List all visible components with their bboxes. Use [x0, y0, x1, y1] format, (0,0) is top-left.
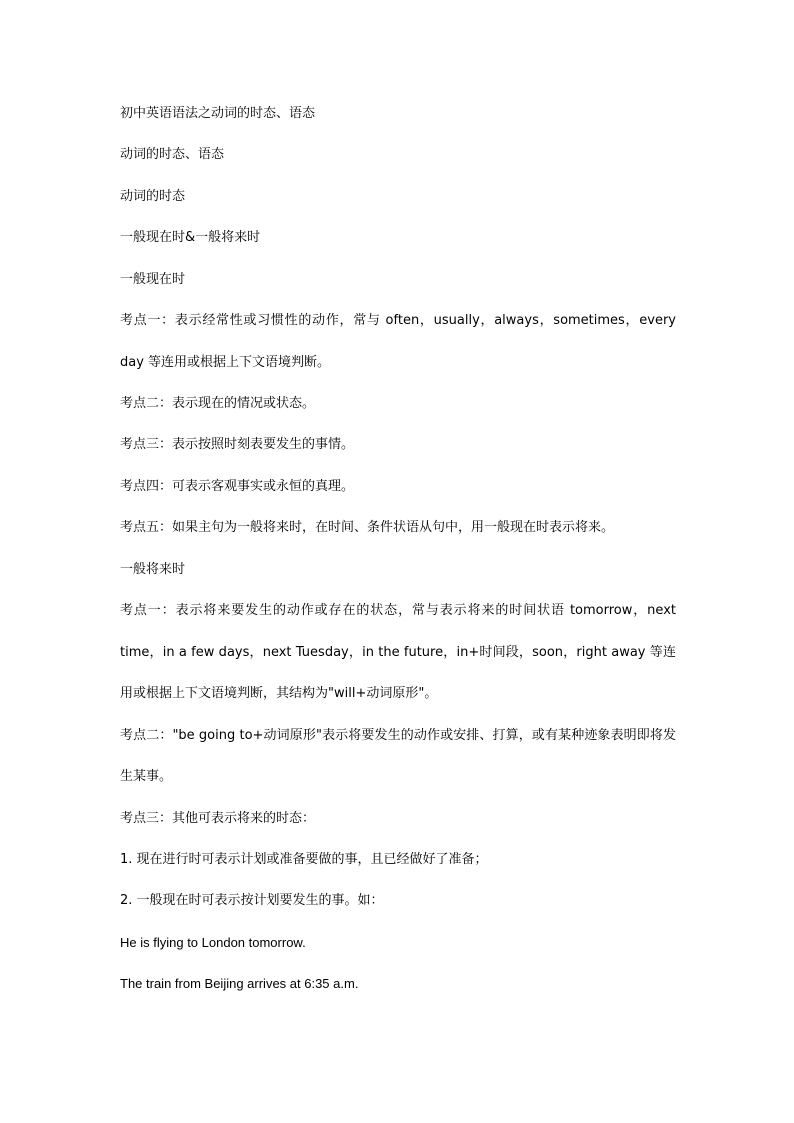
present-point-3: 考点三：表示按照时刻表要发生的事情。: [120, 437, 355, 453]
future-list-item-1: 1. 现在进行时可表示计划或准备要做的事，且已经做好了准备；: [120, 852, 488, 868]
future-point-3: 考点三：其他可表示将来的时态：: [120, 810, 316, 826]
document-title: 初中英语语法之动词的时态、语态: [120, 106, 316, 121]
heading-present-future: 一般现在时&一般将来时: [120, 230, 261, 246]
future-point-2: 考点二："be going to+动词原形"表示将要发生的动作或安排、打算，或有某种迹象表明即将发生某事。: [120, 727, 676, 785]
example-sentence-1: He is flying to London tomorrow.: [120, 934, 306, 950]
example-sentence-2: The train from Beijing arrives at 6:35 a.m.: [120, 976, 359, 992]
section-title-present: 一般现在时: [120, 271, 186, 287]
document-body: [120, 104, 676, 1016]
present-point-2: 考点二：表示现在的情况或状态。: [120, 396, 316, 412]
future-list-item-2: 2. 一般现在时可表示按计划要发生的事。如：: [120, 893, 384, 909]
heading-tense-voice: 动词的时态、语态: [120, 147, 225, 163]
heading-tense: 动词的时态: [120, 188, 186, 204]
present-point-4: 考点四：可表示客观事实或永恒的真理。: [120, 478, 355, 494]
section-title-future: 一般将来时: [120, 561, 186, 577]
future-point-1: 考点一：表示将来要发生的动作或存在的状态，常与表示将来的时间状语 tomorrow，next time，in a few days，next Tuesday，in the future，in+时间段，soon，right away 等连用或根据上下文语境判断，其结构为"will+动词原形"。: [120, 603, 676, 702]
present-point-1: 考点一：表示经常性或习惯性的动作，常与 often，usually，always，sometimes，every day 等连用或根据上下文语境判断。: [120, 313, 676, 370]
present-point-5: 考点五：如果主句为一般将来时，在时间、条件状语从句中，用一般现在时表示将来。: [120, 520, 615, 536]
